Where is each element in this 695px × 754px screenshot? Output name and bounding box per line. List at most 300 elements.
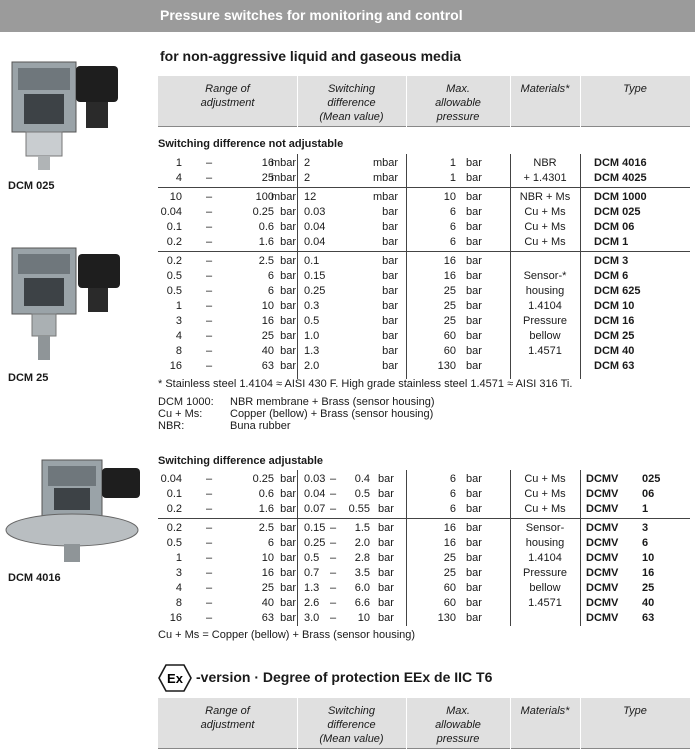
type: DCM 06 xyxy=(594,221,635,233)
switch-unit: bar xyxy=(382,221,398,233)
type-suffix: 06 xyxy=(642,488,655,500)
table-rule xyxy=(406,154,407,379)
type: DCM 4025 xyxy=(594,172,647,184)
max-value: 130 xyxy=(437,612,456,624)
legend-key: DCM 1000: xyxy=(158,396,214,408)
material: housing xyxy=(525,285,565,297)
max-unit: bar xyxy=(466,360,482,372)
material: NBR + Ms xyxy=(519,191,571,203)
max-value: 16 xyxy=(443,270,456,282)
subtitle: for non-aggressive liquid and gaseous media xyxy=(160,48,462,64)
range-unit: bar xyxy=(280,285,296,297)
max-value: 6 xyxy=(449,236,456,248)
range-high: 0.25 xyxy=(252,473,274,485)
range-unit: bar xyxy=(280,473,296,485)
range-low: 16 xyxy=(169,612,182,624)
switch-value: 12 xyxy=(304,191,317,203)
switch-low: 2.6 xyxy=(304,597,320,609)
switch-dash: – xyxy=(330,567,337,579)
dcm25-photo xyxy=(6,244,126,364)
range-unit: bar xyxy=(280,522,296,534)
table-row xyxy=(158,190,690,205)
table-row xyxy=(158,269,690,284)
type-suffix: 6 xyxy=(642,537,649,549)
range-high: 0.25 xyxy=(252,206,274,218)
range-high: 25 xyxy=(261,330,274,342)
legend-value: Buna rubber xyxy=(230,420,291,432)
material: housing xyxy=(525,537,565,549)
switch-dash: – xyxy=(330,503,337,515)
header-range: Range of adjustment xyxy=(200,83,255,109)
range-low: 0.2 xyxy=(166,503,182,515)
type-suffix: 25 xyxy=(642,582,655,594)
table-row xyxy=(158,566,690,581)
ex-version-title: -version · Degree of protection EEx de IIC T6 xyxy=(196,669,493,685)
max-unit: bar xyxy=(466,255,482,267)
range-dash: – xyxy=(206,285,213,297)
table-rule xyxy=(406,470,407,626)
range-low: 3 xyxy=(175,315,182,327)
range-unit: bar xyxy=(280,330,296,342)
range-dash: – xyxy=(206,488,213,500)
range-unit: bar xyxy=(280,236,296,248)
range-low: 4 xyxy=(175,330,182,342)
range-unit: bar xyxy=(280,360,296,372)
switch-unit: bar xyxy=(382,330,398,342)
table-rule xyxy=(510,154,511,379)
range-unit: bar xyxy=(280,206,296,218)
type-suffix: 40 xyxy=(642,597,655,609)
max-value: 10 xyxy=(443,191,456,203)
range-low: 1 xyxy=(175,552,182,564)
table-row xyxy=(158,235,690,250)
switch-dash: – xyxy=(330,552,337,564)
switch-unit: bar xyxy=(382,315,398,327)
max-value: 25 xyxy=(443,315,456,327)
switch-value: 1.3 xyxy=(304,345,320,357)
range-high: 100 xyxy=(255,191,274,203)
max-unit: bar xyxy=(466,597,482,609)
caption-dcm025: DCM 025 xyxy=(8,180,55,192)
switch-value: 0.3 xyxy=(304,300,320,312)
switch-value: 0.15 xyxy=(304,270,326,282)
range-high: 16 xyxy=(261,157,274,169)
switch-dash: – xyxy=(330,488,337,500)
range-dash: – xyxy=(206,582,213,594)
max-unit: bar xyxy=(466,221,482,233)
range-unit: bar xyxy=(280,582,296,594)
table-row xyxy=(158,329,690,344)
max-value: 60 xyxy=(443,345,456,357)
range-high: 25 xyxy=(261,172,274,184)
material: 1.4104 xyxy=(528,552,562,564)
switch-unit: bar xyxy=(378,552,394,564)
legend-key: Cu + Ms: xyxy=(158,408,203,420)
max-unit: bar xyxy=(466,567,482,579)
switch-low: 0.5 xyxy=(304,552,320,564)
type-suffix: 10 xyxy=(642,552,655,564)
material: Sensor-* xyxy=(523,270,567,282)
switch-low: 0.15 xyxy=(304,522,326,534)
range-low: 1 xyxy=(175,157,182,169)
material: + 1.4301 xyxy=(523,172,567,184)
range-high: 2.5 xyxy=(258,255,274,267)
material-note: Cu + Ms = Copper (bellow) + Brass (sensor housing) xyxy=(158,629,416,641)
max-value: 6 xyxy=(449,221,456,233)
switch-unit: bar xyxy=(382,255,398,267)
max-unit: bar xyxy=(466,206,482,218)
table-header xyxy=(158,76,690,127)
ex-icon xyxy=(158,664,192,692)
type-suffix: 3 xyxy=(642,522,649,534)
max-unit: bar xyxy=(466,522,482,534)
type: DCM 1000 xyxy=(594,191,647,203)
switch-value: 0.04 xyxy=(304,236,326,248)
switch-high: 6.0 xyxy=(354,582,370,594)
max-value: 6 xyxy=(449,503,456,515)
material: 1.4571 xyxy=(528,345,562,357)
max-unit: bar xyxy=(466,612,482,624)
range-high: 16 xyxy=(261,567,274,579)
legend-key: NBR: xyxy=(158,420,185,432)
range-unit: bar xyxy=(280,503,296,515)
switch-value: 0.03 xyxy=(304,206,326,218)
max-value: 6 xyxy=(449,488,456,500)
table-row xyxy=(158,596,690,611)
type: DCM 25 xyxy=(594,330,635,342)
material: Cu + Ms xyxy=(524,488,566,500)
switch-low: 0.04 xyxy=(304,488,326,500)
range-unit: mbar xyxy=(270,191,296,203)
range-dash: – xyxy=(206,172,213,184)
switch-unit: bar xyxy=(378,473,394,485)
range-low: 0.2 xyxy=(166,236,182,248)
table-row xyxy=(158,156,690,171)
type: DCM 625 xyxy=(594,285,641,297)
table-row xyxy=(158,536,690,551)
switch-unit: mbar xyxy=(372,157,398,169)
switch-unit: bar xyxy=(378,597,394,609)
type: DCM 10 xyxy=(594,300,635,312)
switch-low: 0.25 xyxy=(304,537,326,549)
type: DCM 6 xyxy=(594,270,629,282)
header-range: Range of adjustment xyxy=(200,705,255,731)
switch-unit: bar xyxy=(382,285,398,297)
switch-unit: bar xyxy=(378,537,394,549)
range-unit: bar xyxy=(280,567,296,579)
switch-value: 0.5 xyxy=(304,315,320,327)
range-high: 40 xyxy=(261,597,274,609)
range-dash: – xyxy=(206,221,213,233)
max-unit: bar xyxy=(466,315,482,327)
max-unit: bar xyxy=(466,473,482,485)
table-row xyxy=(158,314,690,329)
range-low: 1 xyxy=(175,300,182,312)
range-high: 1.6 xyxy=(258,503,274,515)
type-prefix: DCMV xyxy=(586,552,619,564)
range-unit: bar xyxy=(280,255,296,267)
switch-unit: bar xyxy=(382,360,398,372)
range-high: 10 xyxy=(261,552,274,564)
switch-dash: – xyxy=(330,597,337,609)
max-unit: bar xyxy=(466,552,482,564)
header-materials: Materials* xyxy=(520,83,570,95)
range-unit: mbar xyxy=(270,157,296,169)
max-unit: bar xyxy=(466,330,482,342)
section-adjustable-title: Switching difference adjustable xyxy=(158,455,324,467)
table-row xyxy=(158,472,690,487)
range-low: 0.5 xyxy=(166,270,182,282)
header-switching: Switching difference (Mean value) xyxy=(319,705,384,745)
switch-high: 0.55 xyxy=(348,503,370,515)
range-low: 8 xyxy=(175,597,182,609)
table-row xyxy=(158,284,690,299)
section-banner: Pressure switches for monitoring and control xyxy=(0,0,695,32)
range-dash: – xyxy=(206,360,213,372)
type-suffix: 025 xyxy=(642,473,661,485)
type-suffix: 16 xyxy=(642,567,655,579)
section-fixed-title: Switching difference not adjustable xyxy=(158,138,344,150)
switch-low: 1.3 xyxy=(304,582,320,594)
type-suffix: 63 xyxy=(642,612,655,624)
range-high: 1.6 xyxy=(258,236,274,248)
switch-unit: bar xyxy=(382,206,398,218)
material: bellow xyxy=(529,582,561,594)
range-dash: – xyxy=(206,330,213,342)
switch-unit: bar xyxy=(378,567,394,579)
table-rule xyxy=(158,251,690,252)
range-high: 2.5 xyxy=(258,522,274,534)
material: Cu + Ms xyxy=(524,503,566,515)
max-unit: bar xyxy=(466,537,482,549)
table-rule xyxy=(297,470,298,626)
type: DCM 40 xyxy=(594,345,635,357)
table-rule xyxy=(580,154,581,379)
switch-unit: mbar xyxy=(372,172,398,184)
max-unit: bar xyxy=(466,270,482,282)
range-high: 40 xyxy=(261,345,274,357)
switch-high: 0.5 xyxy=(354,488,370,500)
range-low: 0.04 xyxy=(160,473,182,485)
switch-value: 2 xyxy=(304,172,311,184)
max-value: 130 xyxy=(437,360,456,372)
header-max-pressure: Max. allowable pressure xyxy=(435,705,481,745)
range-high: 16 xyxy=(261,315,274,327)
switch-unit: bar xyxy=(382,270,398,282)
range-low: 3 xyxy=(175,567,182,579)
range-unit: bar xyxy=(280,345,296,357)
max-value: 6 xyxy=(449,473,456,485)
switch-high: 2.0 xyxy=(354,537,370,549)
max-value: 16 xyxy=(443,537,456,549)
type-prefix: DCMV xyxy=(586,537,619,549)
table-row xyxy=(158,254,690,269)
range-dash: – xyxy=(206,255,213,267)
table-rule xyxy=(158,518,690,519)
switch-unit: bar xyxy=(378,522,394,534)
range-high: 6 xyxy=(267,285,274,297)
table-rule xyxy=(580,470,581,626)
max-unit: bar xyxy=(466,503,482,515)
range-unit: bar xyxy=(280,300,296,312)
switch-dash: – xyxy=(330,522,337,534)
max-value: 60 xyxy=(443,597,456,609)
switch-high: 6.6 xyxy=(354,597,370,609)
type-suffix: 1 xyxy=(642,503,649,515)
switch-unit: bar xyxy=(378,488,394,500)
range-low: 16 xyxy=(169,360,182,372)
table-row xyxy=(158,551,690,566)
range-low: 0.5 xyxy=(166,537,182,549)
range-low: 0.2 xyxy=(166,522,182,534)
max-value: 1 xyxy=(449,157,456,169)
range-dash: – xyxy=(206,191,213,203)
table-rule xyxy=(158,187,690,188)
type: DCM 16 xyxy=(594,315,635,327)
type-prefix: DCMV xyxy=(586,522,619,534)
range-low: 0.1 xyxy=(166,221,182,233)
material: Pressure xyxy=(522,315,568,327)
material: 1.4104 xyxy=(528,300,562,312)
table-row xyxy=(158,502,690,517)
range-high: 25 xyxy=(261,582,274,594)
switch-value: 0.25 xyxy=(304,285,326,297)
type-prefix: DCMV xyxy=(586,582,619,594)
switch-high: 1.5 xyxy=(354,522,370,534)
caption-dcm4016: DCM 4016 xyxy=(8,572,61,584)
type: DCM 63 xyxy=(594,360,635,372)
switch-high: 0.4 xyxy=(354,473,370,485)
material: Cu + Ms xyxy=(524,206,566,218)
range-dash: – xyxy=(206,157,213,169)
range-low: 0.04 xyxy=(160,206,182,218)
switch-high: 10 xyxy=(357,612,370,624)
material: 1.4571 xyxy=(528,597,562,609)
max-value: 25 xyxy=(443,285,456,297)
range-low: 4 xyxy=(175,582,182,594)
range-dash: – xyxy=(206,300,213,312)
table-rule xyxy=(510,470,511,626)
switch-value: 2 xyxy=(304,157,311,169)
table-rule xyxy=(297,154,298,379)
range-dash: – xyxy=(206,345,213,357)
max-value: 60 xyxy=(443,330,456,342)
type-prefix: DCMV xyxy=(586,503,619,515)
material: Pressure xyxy=(522,567,568,579)
switch-unit: bar xyxy=(378,582,394,594)
range-unit: bar xyxy=(280,612,296,624)
table-row xyxy=(158,581,690,596)
range-low: 0.1 xyxy=(166,488,182,500)
range-high: 10 xyxy=(261,300,274,312)
range-dash: – xyxy=(206,473,213,485)
max-value: 16 xyxy=(443,522,456,534)
switch-low: 0.03 xyxy=(304,473,326,485)
max-value: 1 xyxy=(449,172,456,184)
table-row xyxy=(158,171,690,186)
max-unit: bar xyxy=(466,285,482,297)
type: DCM 4016 xyxy=(594,157,647,169)
type-prefix: DCMV xyxy=(586,612,619,624)
max-value: 25 xyxy=(443,552,456,564)
range-high: 0.6 xyxy=(258,221,274,233)
footnote: * Stainless steel 1.4104 ≈ AISI 430 F. High grade stainless steel 1.4571 ≈ AISI 316 Ti. xyxy=(158,378,573,390)
max-unit: bar xyxy=(466,345,482,357)
range-low: 0.5 xyxy=(166,285,182,297)
header-type: Type xyxy=(623,83,647,95)
switch-unit: bar xyxy=(378,612,394,624)
table-row xyxy=(158,220,690,235)
caption-dcm25: DCM 25 xyxy=(8,372,49,384)
switch-dash: – xyxy=(330,612,337,624)
range-dash: – xyxy=(206,522,213,534)
range-unit: bar xyxy=(280,552,296,564)
table-row xyxy=(158,359,690,374)
switch-unit: mbar xyxy=(372,191,398,203)
legend-value: Copper (bellow) + Brass (sensor housing) xyxy=(230,408,434,420)
range-dash: – xyxy=(206,537,213,549)
max-value: 25 xyxy=(443,567,456,579)
range-dash: – xyxy=(206,612,213,624)
max-value: 60 xyxy=(443,582,456,594)
range-dash: – xyxy=(206,236,213,248)
switch-dash: – xyxy=(330,473,337,485)
switch-high: 2.8 xyxy=(354,552,370,564)
switch-low: 0.07 xyxy=(304,503,326,515)
switch-value: 0.04 xyxy=(304,221,326,233)
table-row xyxy=(158,611,690,626)
max-value: 6 xyxy=(449,206,456,218)
table-row xyxy=(158,299,690,314)
table-row xyxy=(158,521,690,536)
switch-value: 0.1 xyxy=(304,255,320,267)
header-switching: Switching difference (Mean value) xyxy=(319,83,384,123)
svg-text:Ex: Ex xyxy=(167,671,183,686)
material: Cu + Ms xyxy=(524,473,566,485)
table-header-ex xyxy=(158,698,690,749)
range-high: 6 xyxy=(267,270,274,282)
range-unit: bar xyxy=(280,270,296,282)
type: DCM 3 xyxy=(594,255,629,267)
max-unit: bar xyxy=(466,236,482,248)
range-unit: bar xyxy=(280,315,296,327)
max-unit: bar xyxy=(466,582,482,594)
range-dash: – xyxy=(206,552,213,564)
range-unit: mbar xyxy=(270,172,296,184)
header-materials: Materials* xyxy=(520,705,570,717)
max-unit: bar xyxy=(466,488,482,500)
material: bellow xyxy=(529,330,561,342)
material: Cu + Ms xyxy=(524,236,566,248)
type: DCM 025 xyxy=(594,206,641,218)
dcm4016-photo xyxy=(2,454,152,564)
switch-high: 3.5 xyxy=(354,567,370,579)
type-prefix: DCMV xyxy=(586,567,619,579)
switch-dash: – xyxy=(330,537,337,549)
range-dash: – xyxy=(206,270,213,282)
range-dash: – xyxy=(206,503,213,515)
material: Cu + Ms xyxy=(524,221,566,233)
range-low: 4 xyxy=(175,172,182,184)
range-low: 8 xyxy=(175,345,182,357)
type-prefix: DCMV xyxy=(586,473,619,485)
max-value: 16 xyxy=(443,255,456,267)
max-value: 25 xyxy=(443,300,456,312)
table-row xyxy=(158,344,690,359)
range-high: 63 xyxy=(261,612,274,624)
range-unit: bar xyxy=(280,597,296,609)
range-dash: – xyxy=(206,206,213,218)
